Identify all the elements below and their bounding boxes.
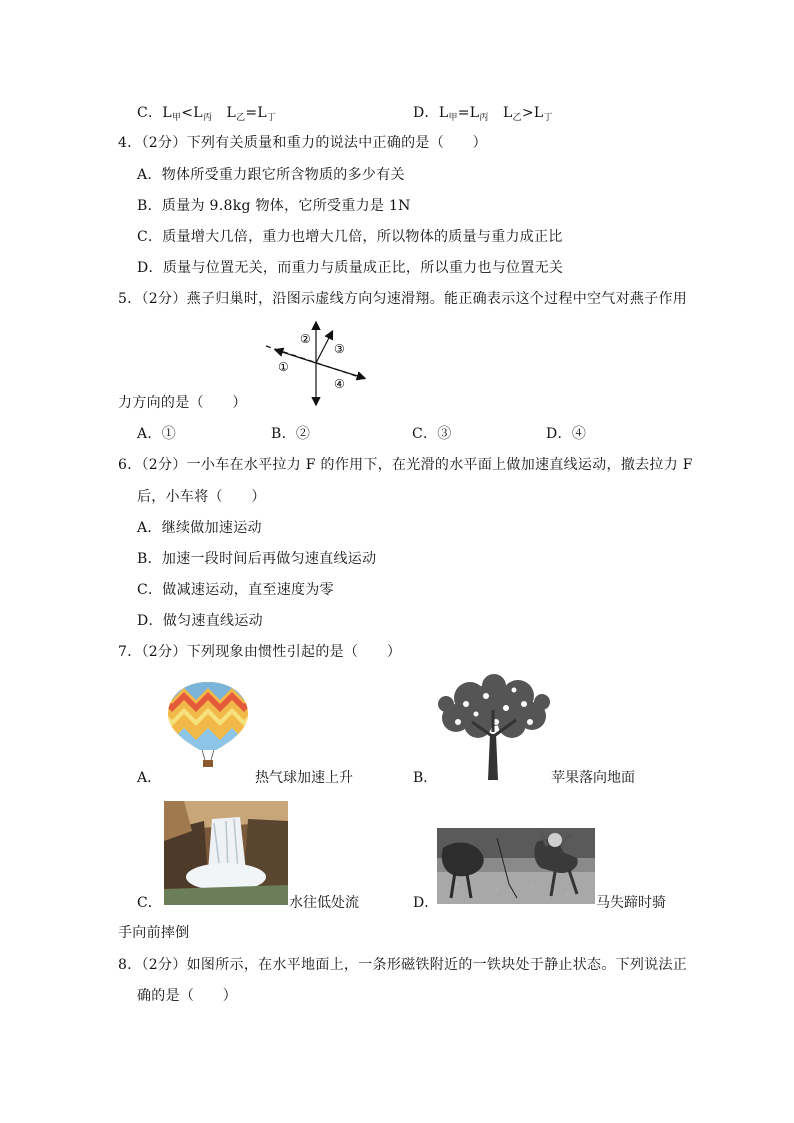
q6-option-c: C．做减速运动，直至速度为零: [137, 582, 334, 598]
diagram-label-4: ④: [334, 377, 345, 391]
q7-option-b-letter: B．: [413, 770, 438, 786]
q7-option-c-caption: 水往低处流: [289, 895, 359, 911]
q4-option-c: C．质量增大几倍，重力也增大几倍，所以物体的质量与重力成正比: [137, 229, 563, 245]
q4-stem: 4．（2分）下列有关质量和重力的说法中正确的是（ ）: [118, 135, 487, 151]
q5-stem-end: 力方向的是（ ）: [118, 395, 247, 411]
hot-air-balloon-image: [160, 678, 256, 770]
q5-option-b: B．②: [271, 426, 311, 442]
q4-option-b: B．质量为 9.8kg 物体，它所受重力是 1N: [137, 198, 411, 214]
q7-option-d-letter: D．: [413, 895, 439, 911]
q6-option-d: D．做匀速直线运动: [137, 613, 263, 629]
q5-option-c: C．③: [412, 426, 452, 442]
q5-force-diagram: [262, 318, 374, 408]
q8-stem-line2: 确的是（ ）: [137, 988, 238, 1004]
q7-option-c-letter: C．: [137, 895, 162, 911]
q6-stem-line1: 6．（2分）一小车在水平拉力 F 的作用下，在光滑的水平面上做加速直线运动，撤去拉力 F: [118, 457, 693, 473]
horse-stumble-image: [437, 828, 595, 904]
diagram-label-1: ①: [278, 360, 289, 374]
q4-option-d: D．质量与位置无关，而重力与质量成正比，所以重力也与位置无关: [137, 260, 564, 276]
q7-option-a-caption: 热气球加速上升: [255, 770, 353, 786]
q5-stem: 5．（2分）燕子归巢时，沿图示虚线方向匀速滑翔。能正确表示这个过程中空气对燕子作用: [118, 291, 688, 307]
diagram-label-3: ③: [334, 342, 345, 356]
q5-option-d: D．④: [546, 426, 587, 442]
q7-option-b-caption: 苹果落向地面: [551, 770, 635, 786]
waterfall-image: [164, 801, 288, 905]
q6-stem-line2: 后，小车将（ ）: [137, 489, 266, 505]
diagram-label-2: ②: [300, 332, 311, 346]
q7-option-a-letter: A．: [137, 770, 162, 786]
q7-stem: 7．（2分）下列现象由惯性引起的是（ ）: [118, 644, 402, 660]
q4-option-a: A．物体所受重力跟它所含物质的多少有关: [137, 167, 405, 183]
apple-tree-image: [436, 674, 552, 782]
q7-option-d-caption: 马失蹄时骑: [596, 895, 666, 911]
q5-option-a: A．①: [137, 426, 177, 442]
q7-option-d-caption-cont: 手向前摔倒: [118, 925, 190, 941]
q3-option-c: C．$L_甲<L_丙$ $L_乙=L_丁$: [137, 105, 277, 123]
q6-option-a: A．继续做加速运动: [137, 520, 262, 536]
q8-stem-line1: 8．（2分）如图所示，在水平地面上，一条形磁铁附近的一铁块处于静止状态。下列说法正: [118, 957, 688, 973]
q6-option-b: B．加速一段时间后再做匀速直线运动: [137, 551, 377, 567]
q3-option-d: D．$L_甲=L_丙$ $L_乙>L_丁$: [413, 105, 553, 123]
